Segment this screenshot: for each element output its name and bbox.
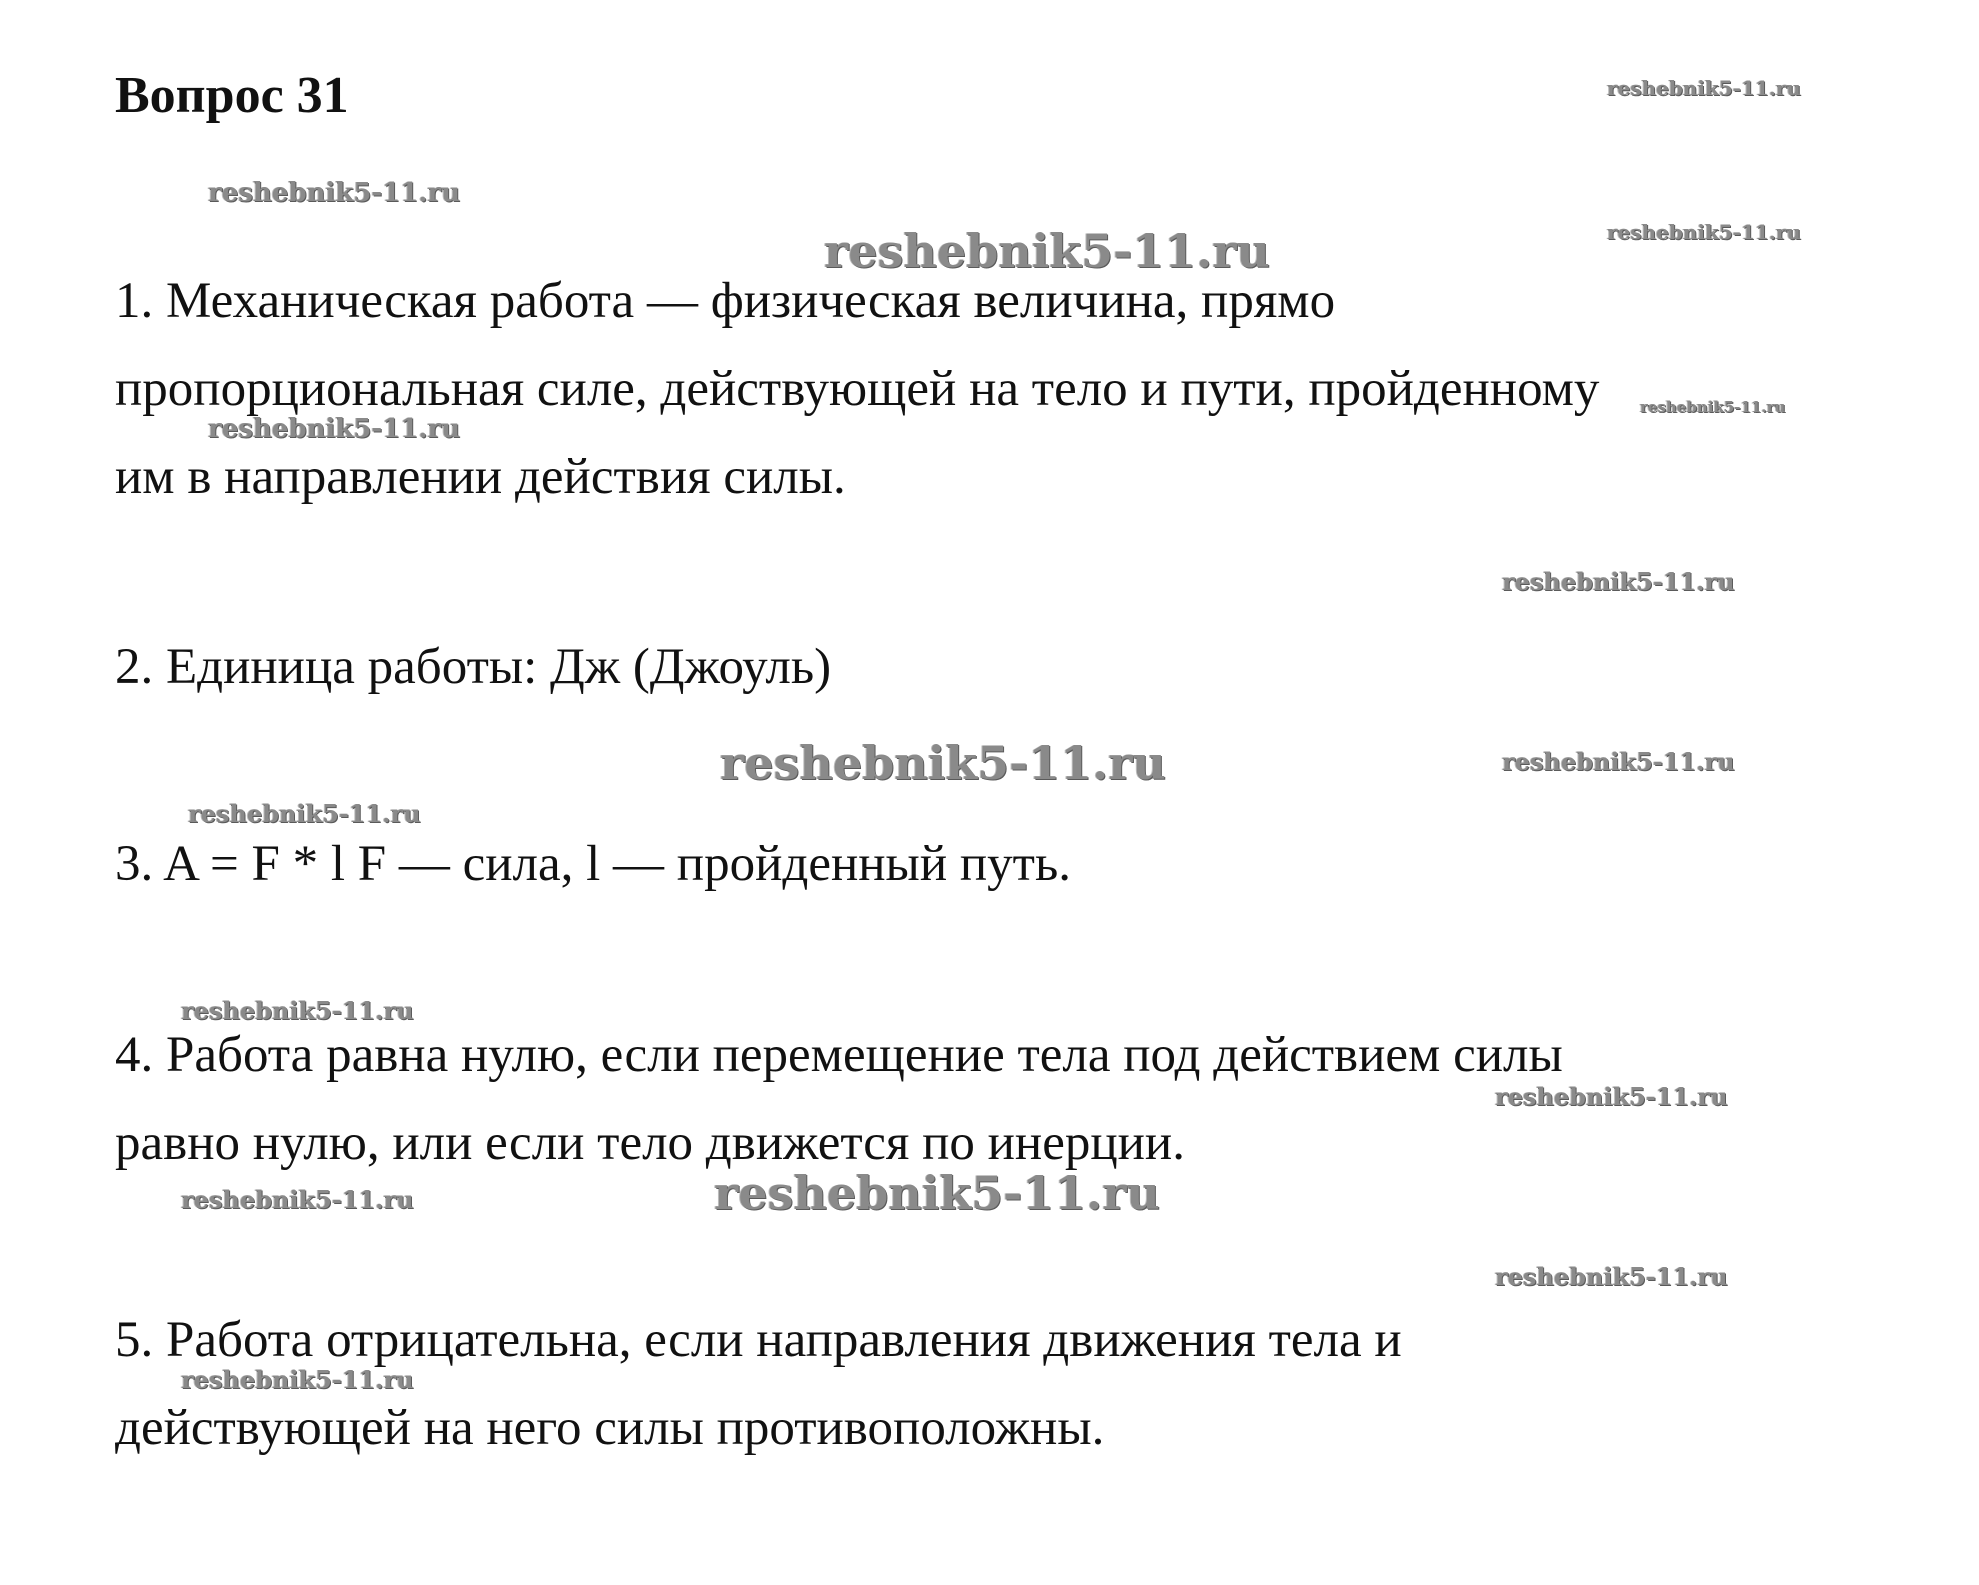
watermark: reshebnik5-11.ru	[1502, 567, 1735, 596]
answer-item-1-line-1: 1. Механическая работа — физическая величина, прямо	[115, 273, 1336, 329]
answer-item-3-line-1: 3. A = F * l F — сила, l — пройденный путь.	[115, 836, 1071, 892]
watermark: reshebnik5-11.ru	[181, 996, 414, 1025]
answer-item-1-line-2: пропорциональная силе, действующей на тело и пути, пройденному	[115, 361, 1600, 417]
page-title: Вопрос 31	[115, 67, 349, 124]
answer-item-3	[115, 820, 1875, 908]
answer-item-4-line-2: равно нулю, или если тело движется по инерции.	[115, 1115, 1185, 1171]
answer-item-5	[115, 1296, 1875, 1472]
answer-item-2-line-1: 2. Единица работы: Дж (Джоуль)	[115, 639, 832, 695]
watermark: reshebnik5-11.ru	[1495, 1262, 1728, 1291]
answer-item-5-line-2: действующей на него силы противоположны.	[115, 1400, 1105, 1456]
watermark: reshebnik5-11.ru	[1495, 1082, 1728, 1111]
answer-item-1	[115, 257, 1875, 521]
answer-item-1-line-3: им в направлении действия силы.	[115, 449, 846, 505]
watermark: reshebnik5-11.ru	[1607, 76, 1801, 100]
watermark: reshebnik5-11.ru	[208, 178, 461, 208]
watermark: reshebnik5-11.ru	[1502, 747, 1735, 776]
watermark: reshebnik5-11.ru	[714, 1166, 1160, 1220]
watermark: reshebnik5-11.ru	[720, 736, 1166, 790]
answer-item-2	[115, 623, 1875, 711]
watermark: reshebnik5-11.ru	[188, 799, 421, 828]
watermark: reshebnik5-11.ru	[1607, 220, 1801, 244]
answer-item-5-line-1: 5. Работа отрицательна, если направления движения тела и	[115, 1312, 1402, 1368]
watermark: reshebnik5-11.ru	[181, 1365, 414, 1394]
watermark: reshebnik5-11.ru	[181, 1185, 414, 1214]
watermark: reshebnik5-11.ru	[824, 224, 1270, 278]
watermark: reshebnik5-11.ru	[1640, 398, 1786, 416]
watermark: reshebnik5-11.ru	[208, 414, 461, 444]
answer-item-4-line-1: 4. Работа равна нулю, если перемещение тела под действием силы	[115, 1027, 1563, 1083]
answer-item-4	[115, 1011, 1875, 1187]
